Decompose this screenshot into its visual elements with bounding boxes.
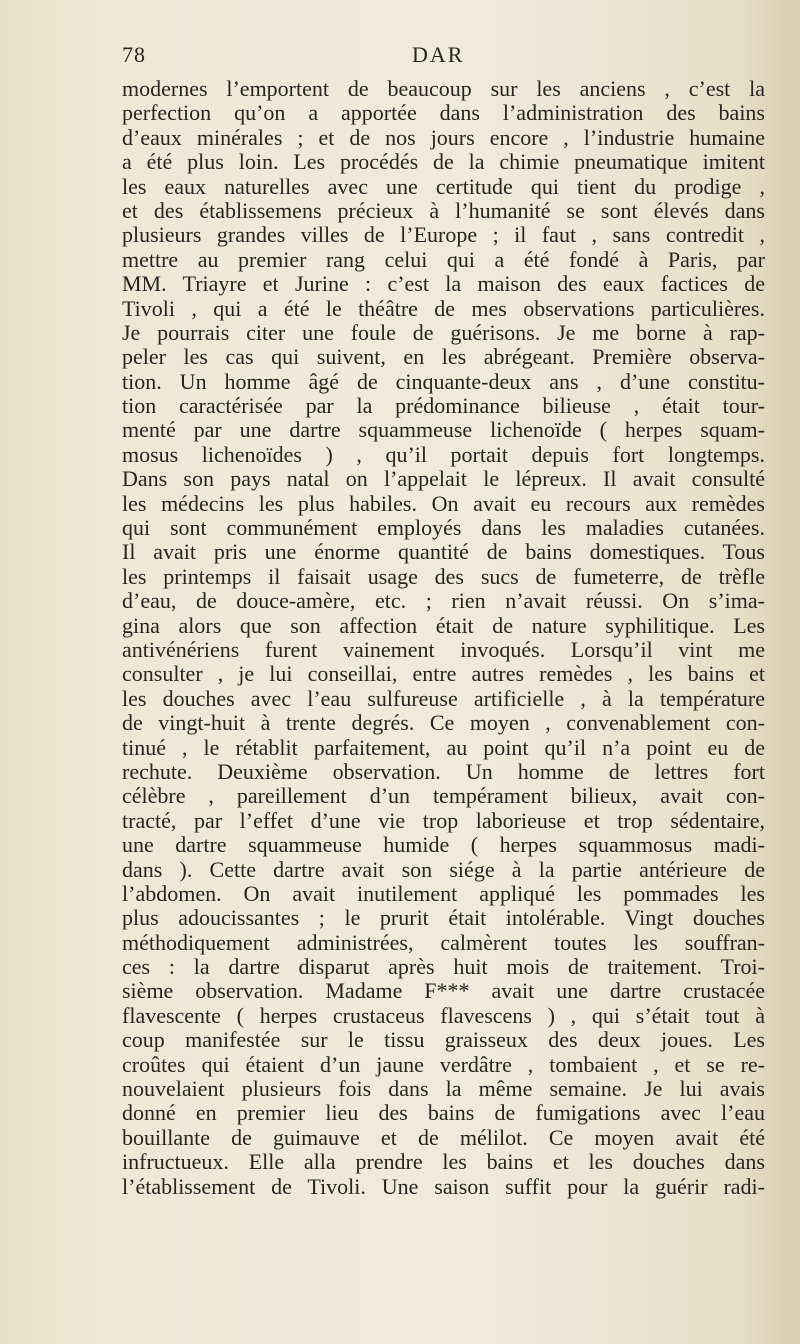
text-line: donné en premier lieu des bains de fumigations avec l’eau [122,1100,765,1126]
text-line: coup manifestée sur le tissu graisseux des deux joues. Les [122,1027,765,1053]
text-line: rechute. Deuxième observation. Un homme de lettres fort [122,758,765,784]
text-line: flavescente ( herpes crustaceus flavescens ) , qui s’était tout à [122,1002,765,1028]
page-header [122,42,762,72]
text-line: antivénériens furent vainement invoqués. Lorsqu’il vint me [122,636,765,662]
text-line: d’eaux minérales ; et de nos jours encore , l’industrie humaine [122,124,765,150]
text-line: les douches avec l’eau sulfureuse artificielle , à la température [122,685,765,711]
text-line: célèbre , pareillement d’un tempérament bilieux, avait con- [122,783,765,809]
running-head: DAR [412,42,465,67]
text-line: modernes l’emportent de beaucoup sur les anciens , c’est la [122,76,765,101]
page-number: 78 [122,42,146,67]
text-line: les eaux naturelles avec une certitude qui tient du prodige , [122,173,765,199]
text-line: Je pourrais citer une foule de guérisons. Je me borne à rap- [122,319,765,345]
text-line: mettre au premier rang celui qui a été fondé à Paris, par [122,246,765,272]
text-line: bouillante de guimauve et de mélilot. Ce moyen avait été [122,1124,765,1150]
text-line: dans ). Cette dartre avait son siége à la partie antérieure de [122,856,765,882]
text-line: Il avait pris une énorme quantité de bains domestiques. Tous [122,539,765,565]
text-line: mosus lichenoïdes ) , qu’il portait depuis fort longtemps. [122,441,765,467]
text-line: Dans son pays natal on l’appelait le lépreux. Il avait consulté [122,466,765,492]
text-line: nouvelaient plusieurs fois dans la même semaine. Je lui avais [122,1076,765,1102]
text-line: une dartre squammeuse humide ( herpes squammosus madi- [122,832,765,858]
text-line: tinué , le rétablit parfaitement, au point qu’il n’a point eu de [122,734,765,760]
text-line: MM. Triayre et Jurine : c’est la maison des eaux factices de [122,271,765,297]
text-line: plusieurs grandes villes de l’Europe ; il faut , sans contredit , [122,222,765,248]
text-line: qui sont communément employés dans les maladies cutanées. [122,515,765,541]
text-line: méthodiquement administrées, calmèrent toutes les souffran- [122,929,765,955]
body-text [122,77,765,1199]
text-line: a été plus loin. Les procédés de la chimie pneumatique imitent [122,149,765,175]
text-line: les printemps il faisait usage des sucs de fumeterre, de trèfle [122,563,765,589]
text-line: menté par une dartre squammeuse lichenoïde ( herpes squam- [122,417,765,443]
text-line: perfection qu’on a apportée dans l’administration des bains [122,100,765,126]
text-line: ces : la dartre disparut après huit mois de traitement. Troi- [122,954,765,980]
text-line: tracté, par l’effet d’une vie trop laborieuse et trop sédentaire, [122,807,765,833]
text-line: peler les cas qui suivent, en les abrégeant. Première observa- [122,344,765,370]
text-line: tion. Un homme âgé de cinquante-deux ans , d’une constitu- [122,368,765,394]
text-line: croûtes qui étaient d’un jaune verdâtre , tombaient , et se re- [122,1051,765,1077]
text-line: l’établissement de Tivoli. Une saison suffit pour la guérir radi- [122,1173,765,1199]
text-line: l’abdomen. On avait inutilement appliqué les pommades les [122,880,765,906]
text-line: tion caractérisée par la prédominance bilieuse , était tour- [122,393,765,419]
text-line: plus adoucissantes ; le prurit était intolérable. Vingt douches [122,905,765,931]
text-line: consulter , je lui conseillai, entre autres remèdes , les bains et [122,661,765,687]
text-line: de vingt-huit à trente degrés. Ce moyen , convenablement con- [122,710,765,736]
text-line: sième observation. Madame F*** avait une dartre crustacée [122,978,765,1004]
text-line: Tivoli , qui a été le théâtre de mes observations particulières. [122,295,765,321]
text-line: et des établissemens précieux à l’humanité se sont élevés dans [122,197,765,223]
text-line: les médecins les plus habiles. On avait eu recours aux remèdes [122,490,765,516]
text-line: d’eau, de douce-amère, etc. ; rien n’avait réussi. On s’ima- [122,588,765,614]
text-line: infructueux. Elle alla prendre les bains et les douches dans [122,1149,765,1175]
text-line: gina alors que son affection était de nature syphilitique. Les [122,612,765,638]
